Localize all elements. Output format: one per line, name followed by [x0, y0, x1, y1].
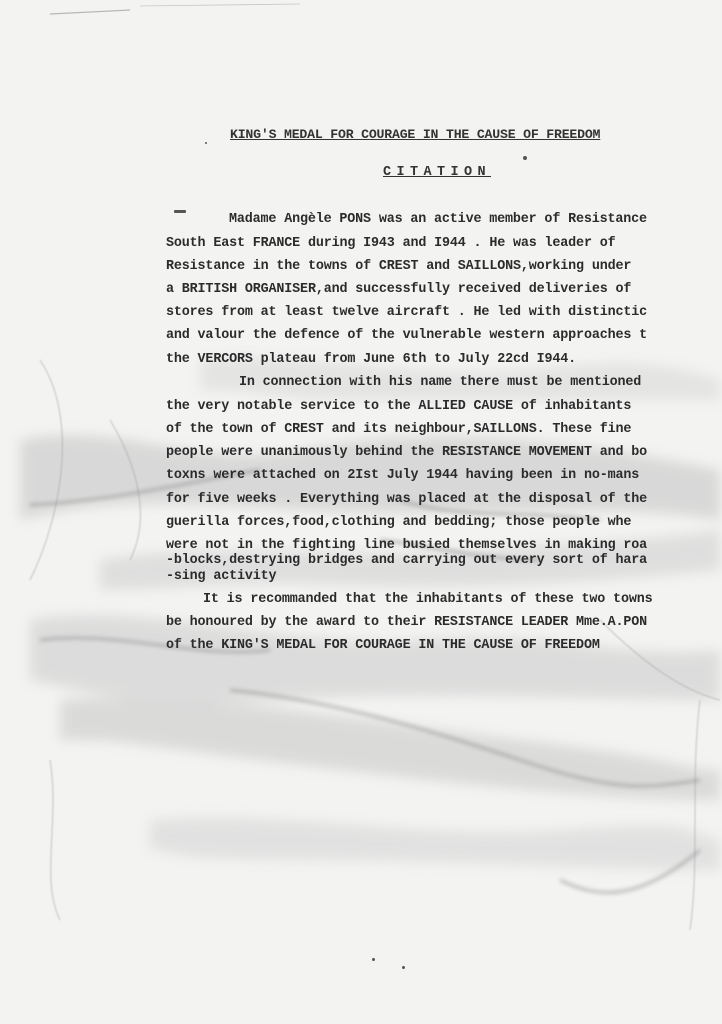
body-line: guerilla forces,food,clothing and bedding; those people whe: [166, 515, 632, 530]
body-line: and valour the defence of the vulnerable western approaches t: [166, 328, 648, 343]
body-line: the very notable service to the ALLIED CAUSE of inhabitants: [166, 399, 632, 414]
body-line: stores from at least twelve aircraft . He led with distinctic: [166, 305, 648, 320]
body-line: people were unanimously behind the RESISTANCE MOVEMENT and bo: [166, 445, 648, 460]
body-line: of the KING'S MEDAL FOR COURAGE IN THE CAUSE OF FREEDOM: [166, 638, 600, 653]
body-line: a BRITISH ORGANISER,and successfully received deliveries of: [166, 282, 632, 297]
body-line: the VERCORS plateau from June 6th to July 22cd I944.: [166, 352, 577, 367]
document-title: KING'S MEDAL FOR COURAGE IN THE CAUSE OF FREEDOM: [230, 127, 601, 142]
ink-speck: [174, 210, 186, 213]
ink-speck: [372, 958, 375, 961]
body-line: be honoured by the award to their RESISTANCE LEADER Mme.A.PON: [166, 615, 648, 630]
body-line: -sing activity: [166, 569, 277, 584]
body-line: for five weeks . Everything was placed at the disposal of the: [166, 492, 648, 507]
ink-speck: [205, 142, 207, 144]
ink-speck: [402, 966, 405, 969]
body-line: Resistance in the towns of CREST and SAILLONS,working under: [166, 259, 632, 274]
ink-speck: [523, 156, 527, 160]
body-line: In connection with his name there must be mentioned: [239, 375, 642, 390]
citation-heading: CITATION: [383, 165, 492, 180]
body-line: South East FRANCE during I943 and I944 . He was leader of: [166, 236, 616, 251]
body-line: toxns were attached on 2Ist July 1944 having been in no-mans: [166, 468, 640, 483]
body-line: It is recommanded that the inhabitants of these two towns: [203, 592, 653, 607]
body-line: were not in the fighting line busied themselves in making roa: [166, 538, 648, 553]
body-line: Madame Angèle PONS was an active member of Resistance: [229, 212, 647, 227]
body-line: of the town of CREST and its neighbour,SAILLONS. These fine: [166, 422, 632, 437]
body-line: -blocks,destrying bridges and carrying out every sort of hara: [166, 553, 648, 568]
